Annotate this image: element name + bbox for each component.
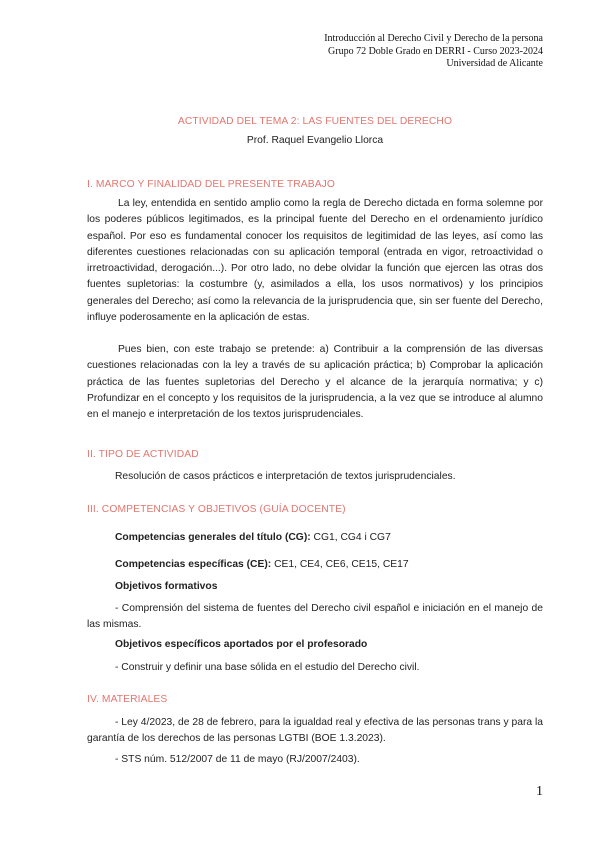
materials-item-2: - STS núm. 512/2007 de 11 de mayo (RJ/2007/2403). [115, 754, 360, 765]
page-number: 1 [536, 784, 543, 799]
specific-competences [115, 557, 543, 573]
specific-competences-value: CE1, CE4, CE6, CE15, CE17 [271, 559, 409, 570]
specific-competences-label: Competencias específicas (CE): [115, 559, 272, 570]
section1-paragraph-2: Pues bien, con este trabajo se pretende: a) Contribuir a la comprensión de las diversas cuestiones relacionadas con la ley a través de su aplicación práctica; b) Comprobar la aplicación práctica de las fuentes supletorias del Derecho y el alcance de la jerarquía normativa; y c) Profundizar en el concepto y los requisitos de la jurisprudencia, a la vez que se introduce al alumno en el manejo e interpretación de los textos jurisprudenciales. [87, 344, 543, 421]
materials-item-1: - Ley 4/2023, de 28 de febrero, para la igualdad real y efectiva de las personas trans y para la garantía de los derechos de las personas LGTBI (BOE 1.3.2023). [87, 717, 543, 745]
training-objectives-label: Objetivos formativos [115, 581, 218, 592]
activity-type-text: Resolución de casos prácticos e interpretación de textos jurisprudenciales. [115, 471, 456, 482]
header-university: Universidad de Alicante [446, 58, 543, 69]
section-heading-1: I. MARCO Y FINALIDAD DEL PRESENTE TRABAJO [87, 179, 336, 190]
section-heading-4: IV. MATERIALES [87, 694, 168, 705]
general-competences [115, 530, 543, 546]
specific-objectives-text: - Construir y definir una base sólida en el estudio del Derecho civil. [115, 662, 420, 673]
header-group: Grupo 72 Doble Grado en DERRI - Curso 2023-2024 [328, 45, 543, 57]
section-heading-3: III. COMPETENCIAS Y OBJETIVOS (GUÍA DOCENTE) [87, 504, 346, 515]
author-line: Prof. Raquel Evangelio Llorca [246, 135, 384, 146]
page-title: ACTIVIDAD DEL TEMA 2: LAS FUENTES DEL DERECHO [177, 116, 453, 127]
header-course: Introducción al Derecho Civil y Derecho de la persona [324, 33, 543, 44]
section1-paragraph-1: La ley, entendida en sentido amplio como la regla de Derecho dictada en forma solemne por los poderes públicos legitimados, es la principal fuente del Derecho en el ordenamiento jurídico español. Por eso es fundamental conocer los requisitos de legitimidad de las leyes, así como las diferentes cuestiones relacionadas con su aplicación temporal (entrada en vigor, retroactividad o irretroactividad, derogación...). Por otro lado, no debe olvidar la función que ejercen las otras dos fuentes supletorias: la costumbre (y, asimilados a ella, los usos normativos) y los principios generales del Derecho; así como la relevancia de la jurisprudencia que, sin ser fuente del Derecho, influye poderosamente en la aplicación de estas. [87, 198, 543, 324]
document-header [324, 33, 543, 71]
specific-objectives-label: Objetivos específicos aportados por el profesorado [115, 639, 368, 650]
training-objectives-text: - Comprensión del sistema de fuentes del Derecho civil español e iniciación en el manejo de las mismas. [87, 603, 543, 631]
general-competences-value: CG1, CG4 i CG7 [310, 532, 391, 543]
general-competences-label: Competencias generales del título (CG): [115, 532, 311, 543]
section-heading-2: II. TIPO DE ACTIVIDAD [87, 449, 199, 460]
